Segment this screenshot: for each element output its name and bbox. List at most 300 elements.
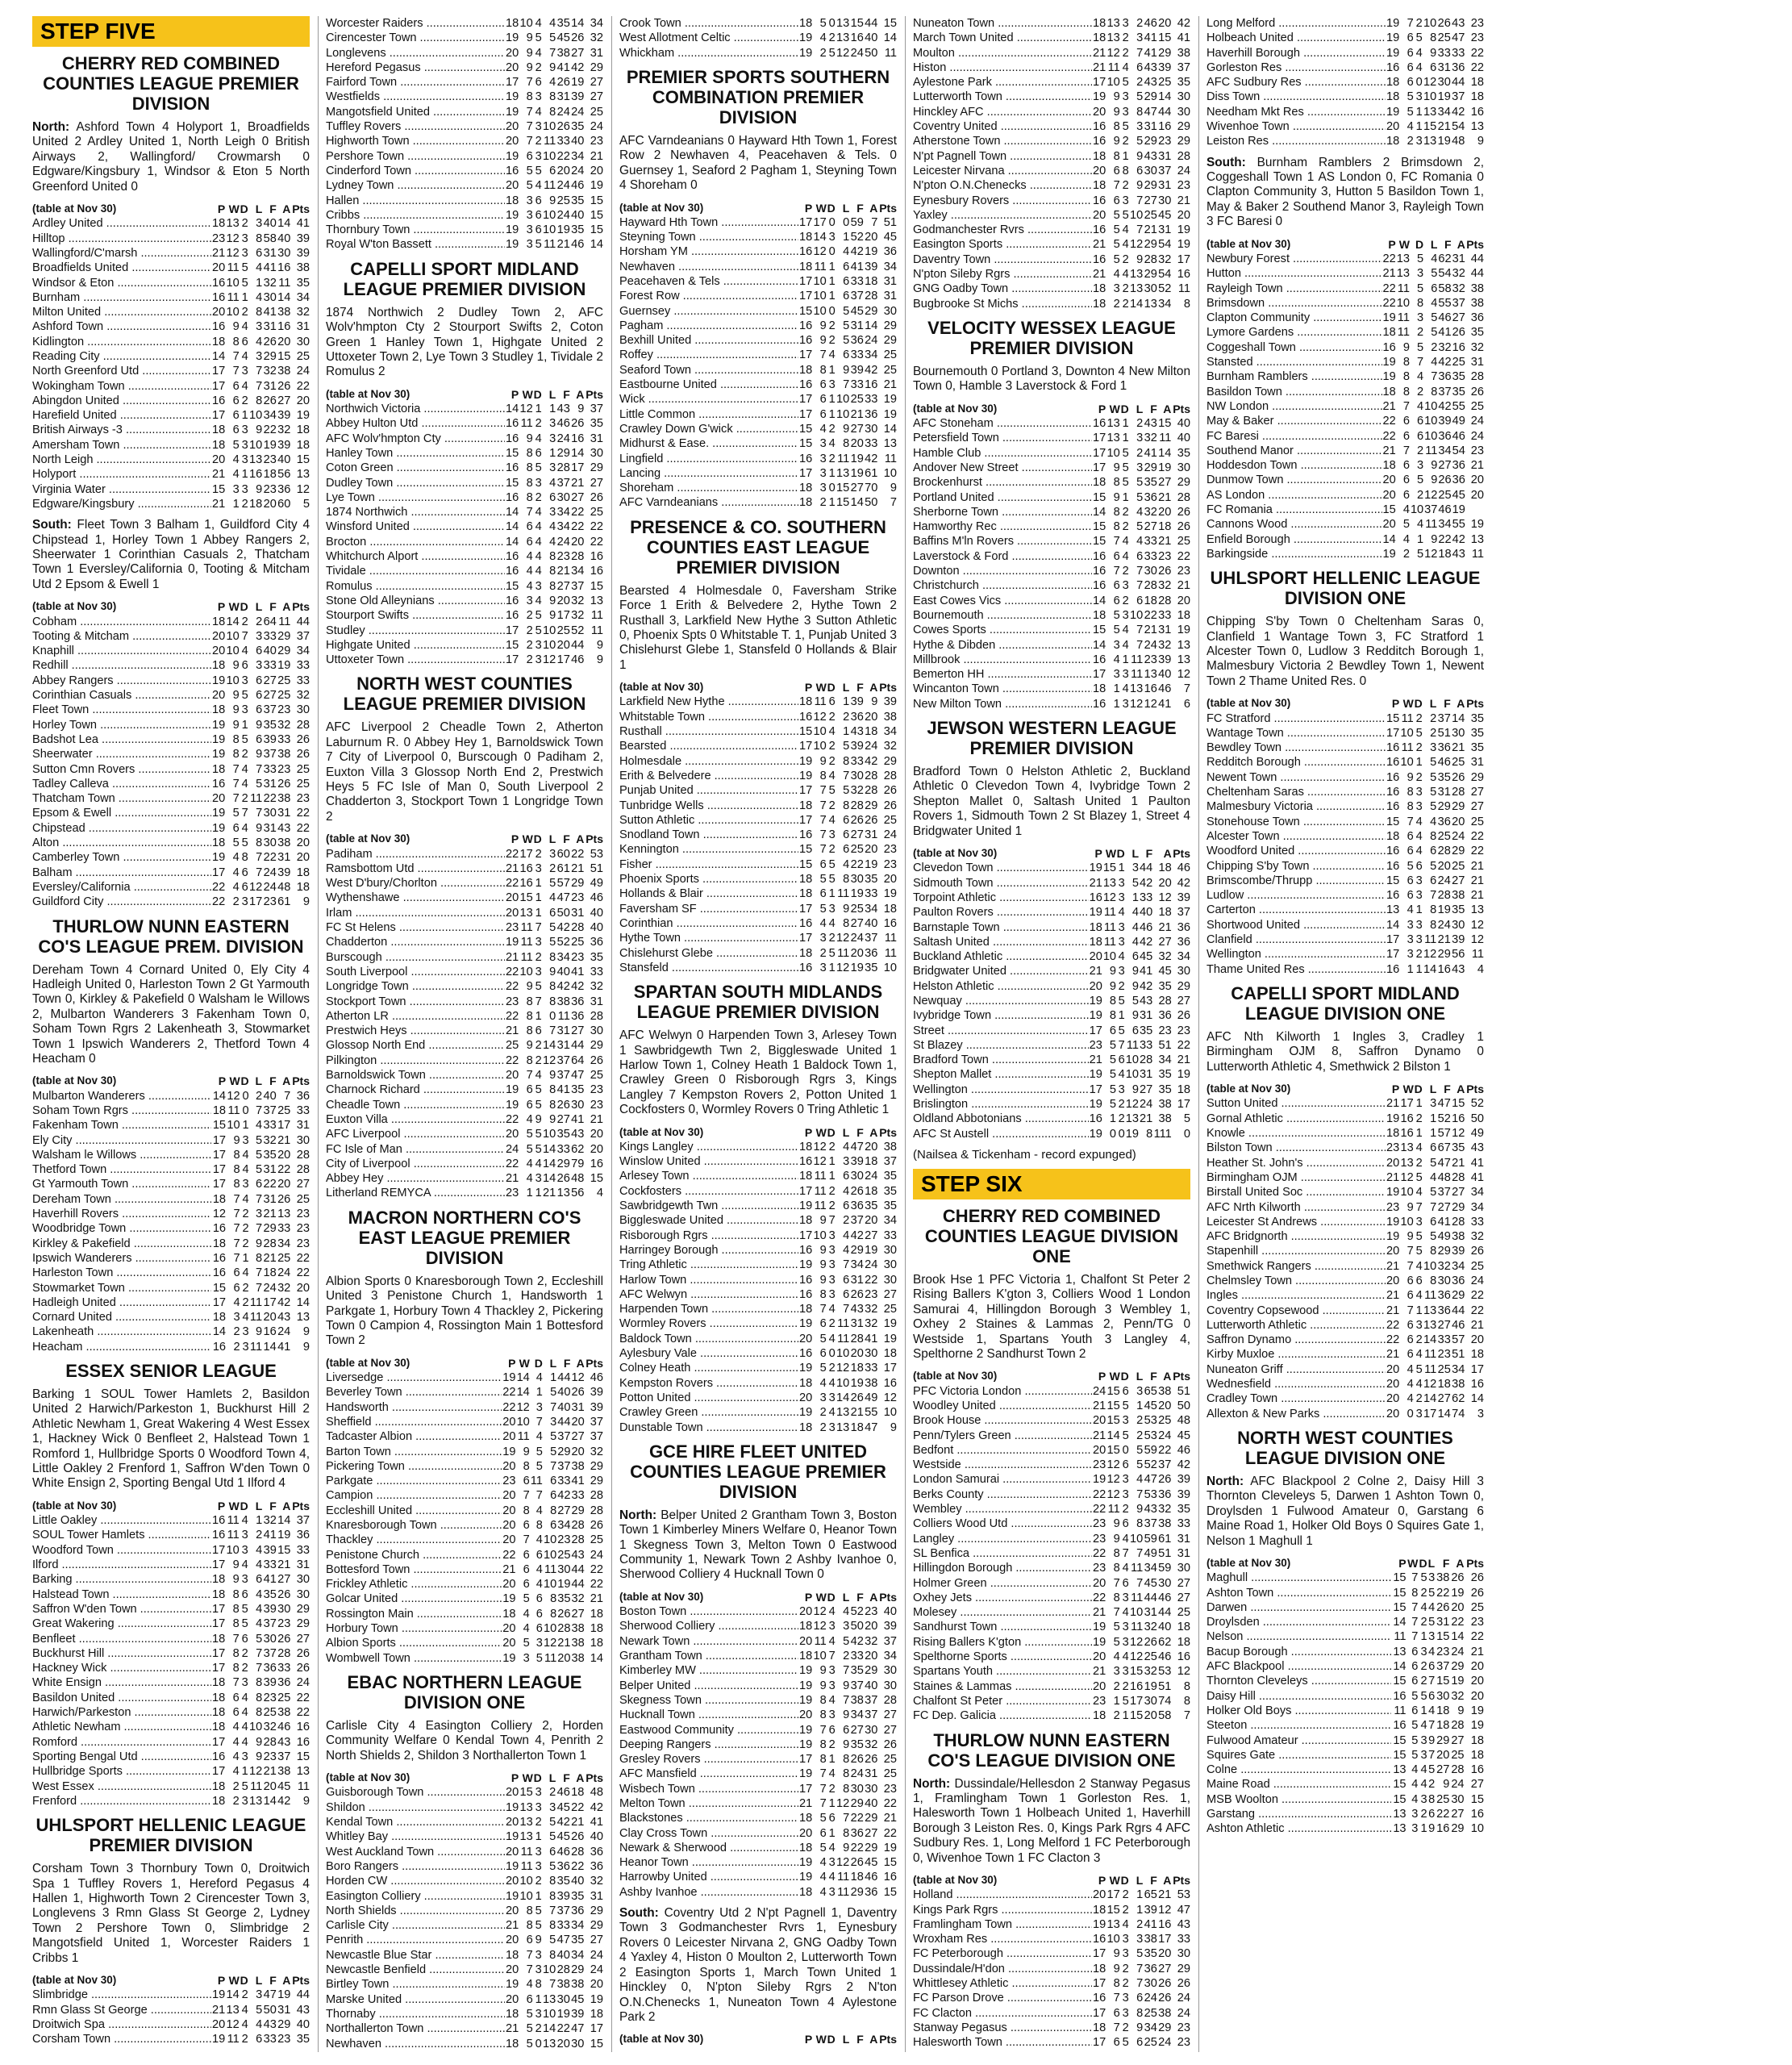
team-name: Knaresborough Town ..... [326,1518,502,1533]
table-row [326,60,603,75]
stat-cell: 23 [865,1287,878,1301]
stat-cell: 26 [1158,1473,1172,1487]
stat-cell: 17 [212,1295,227,1309]
stat-cell: 37 [557,1430,571,1444]
results-lead: South: [32,518,72,532]
stat-cell: 17 [1386,948,1400,962]
table-row [1206,1733,1484,1748]
stat-cell: 38 [1436,1571,1450,1585]
stat-cell: 17 [799,932,813,945]
stat-cell: 27 [883,1287,897,1301]
stat-cell: 29 [865,799,878,812]
stat-cell: 50 [865,496,878,510]
stat-cell: 4 [1417,518,1424,532]
stat-cell: 5 [828,873,836,886]
team-name: Dereham Town ..... [32,1192,211,1207]
stat-cell: 48 [571,1172,585,1186]
stat-cell: 28 [571,1533,585,1547]
stat-cell: 15 [1106,1414,1120,1428]
stat-cell: 36 [1158,1009,1172,1023]
stat-cell: 6 [1122,1517,1129,1531]
stat-cell: 24 [850,46,864,60]
team-name: Harlow Town ..... [619,1273,798,1287]
stat-cell: 19 [799,754,813,768]
stat-cell: 39 [263,732,277,746]
stat-cell: 9 [232,689,240,703]
table-row [1206,1362,1484,1377]
stat-cell: 27 [883,1708,897,1722]
stat-cell: 1 [1430,1112,1437,1125]
stat-cell: 3 [232,482,240,496]
team-name: Cirencester Town ..... [326,31,505,45]
stat-cell: 8 [549,565,556,578]
table-row [1206,1807,1484,1821]
table-row [1206,296,1484,311]
stat-cell: 13 [1423,1318,1437,1332]
stat-cell: 19 [850,1376,864,1390]
team-name: Hallen ..... [326,194,505,208]
stat-cell: 1 [535,891,542,905]
stat-cell: 16 [1093,135,1106,148]
stat-cell: 8 [1113,1562,1120,1575]
team-name: Berks County ..... [913,1487,1092,1502]
stat-cell: 23 [1386,1141,1400,1155]
stat-cell: 7 [1402,399,1410,413]
stat-cell: 26 [263,335,277,348]
stat-cell: 4 [1415,829,1423,843]
stat-cell: 25 [590,105,603,119]
stat-cell: 43 [1177,1917,1190,1931]
stat-cell: 18 [212,1779,226,1793]
stat-cell: 5 [1122,208,1129,222]
stat-cell: 12 [226,232,240,245]
stat-cell: 62 [1158,1635,1172,1649]
stat-cell: 56 [571,1187,585,1200]
stat-cell: 24 [850,1767,864,1781]
stat-cell: 37 [850,290,864,303]
stat-cell: 16 [506,461,519,475]
column-header: Pts [879,1125,897,1139]
stat-cell: 51 [1452,1348,1465,1362]
stat-cell: 11 [814,260,827,273]
team-name: Eastwood Community ..... [619,1723,798,1738]
stat-cell: 3 [1122,2006,1129,2020]
table-row [326,638,603,653]
stat-cell: 1 [828,407,836,421]
table-label: (table at Nov 30) [32,600,117,613]
stat-cell: 25 [1437,31,1451,45]
stat-cell: 5 [256,2003,263,2017]
stat-cell: 17 [212,1617,226,1631]
stat-cell: 11 [814,1170,827,1183]
stat-cell: 23 [1470,31,1484,45]
stat-cell: 4 [1118,906,1125,920]
stat-cell: 19 [506,31,519,45]
table-row [913,60,1190,75]
stat-cell: 23 [502,1475,516,1488]
stat-cell: 14 [1158,446,1172,460]
stat-cell: 49 [865,1391,878,1404]
stat-cell: 21 [571,1816,585,1829]
stat-cell: 30 [263,836,277,850]
table-row [1206,1244,1484,1258]
stat-cell: 20 [263,1779,277,1793]
team-name: Barkingside ..... [1206,547,1382,561]
stat-cell: 1 [1415,903,1423,917]
stat-cell: 7 [1136,579,1144,593]
stat-cell: 2 [1415,711,1423,725]
stat-cell: 13 [836,17,850,30]
stat-cell: 27 [850,828,864,842]
stat-cell: 37 [1437,1186,1451,1199]
team-name: Westside ..... [913,1458,1092,1472]
stat-cell: 5 [232,807,240,820]
team-name: Lakenheath ..... [32,1325,211,1339]
stat-cell: 16 [1386,786,1400,799]
stat-cell: 33 [865,1362,878,1375]
stat-cell: 8 [1430,1245,1437,1258]
stat-cell: 21 [1452,741,1465,755]
table-row [1206,488,1484,503]
league-table [326,1356,603,1666]
stat-cell: 34 [1452,1362,1465,1376]
table-row [32,319,310,334]
team-name: Saffron Dynamo ..... [1206,1333,1386,1347]
stat-cell: 26 [296,1662,310,1675]
stat-cell: 6 [256,2033,263,2046]
stat-cell: 10 [1106,1933,1120,1946]
stat-cell: 35 [865,961,878,974]
stat-cell: 43 [1452,17,1465,30]
stat-cell: 3 [1411,1822,1419,1836]
team-name: Irlam ..... [326,906,505,920]
stat-cell: 22 [1470,46,1484,60]
table-row [913,1024,1190,1038]
table-row [326,1785,603,1800]
table-row [913,46,1190,60]
league-table [32,202,310,511]
stat-cell: 28 [1144,579,1157,593]
column-header: D [1414,1083,1423,1096]
team-name: Wednesfield ..... [1206,1377,1386,1391]
stat-cell: 8 [549,550,556,564]
stat-cell: 4 [535,17,542,30]
stat-cell: 7 [1407,1304,1414,1317]
stat-cell: 26 [1437,17,1451,30]
column-header: P [804,1590,813,1604]
stat-cell: 4 [843,1184,850,1198]
stat-cell: 6 [526,1098,533,1112]
team-name: Yaxley ..... [913,208,1092,223]
team-name: Benfleet ..... [32,1632,211,1646]
table-row [913,1399,1190,1413]
stat-cell: 43 [277,821,291,835]
stat-cell: 30 [590,1024,603,1038]
stat-cell: 2 [255,1089,263,1103]
table-row [326,75,603,90]
stat-cell: 3 [241,1676,248,1690]
stat-cell: 27 [571,1430,585,1444]
stat-cell: 7 [1402,444,1410,457]
stat-cell: 29 [263,1222,277,1236]
stat-cell: 18 [799,231,813,244]
stat-cell: 48 [277,880,291,894]
team-name: Colliers Wood Utd ..... [913,1516,1092,1531]
stat-cell: 30 [296,703,310,717]
stat-cell: 28 [296,1148,310,1162]
stat-cell: 5 [241,836,248,850]
column-header: L [1427,1556,1436,1570]
stat-cell: 17 [277,1119,291,1133]
stat-cell: 65 [1144,1384,1157,1398]
stat-cell: 26 [590,1518,603,1532]
stat-cell: 14 [590,238,603,252]
stat-cell: 6 [536,1592,543,1606]
table-row [913,935,1190,949]
stat-cell: 2 [828,799,836,812]
column-header: P [804,1125,813,1139]
stat-cell: 22 [502,1548,516,1562]
stat-cell: 3 [535,936,542,949]
stat-cell: 9 [819,319,827,332]
stat-cell: 7 [256,866,263,879]
team-name: Heather St. John's ..... [1206,1156,1386,1170]
stat-cell: 9 [232,1573,240,1587]
column-header: W [1402,697,1414,711]
stat-cell: 28 [1451,1719,1465,1733]
stat-cell: 35 [883,1199,897,1213]
stat-cell: 32 [296,689,310,703]
stat-cell: 39 [850,740,864,753]
team-name: Woodford Town ..... [32,1543,211,1558]
league-heading: NORTH WEST COUNTIES LEAGUE DIVISION ONE [1237,1427,1453,1468]
stat-cell: 26 [1470,1586,1484,1600]
stat-cell: 31 [1158,624,1172,637]
stat-cell: 56 [1452,948,1465,962]
stat-cell: 27 [1438,459,1452,473]
table-row [619,1184,897,1199]
stat-cell: 3 [526,208,533,222]
table-label: (table at Nov 30) [913,1370,998,1383]
team-name: Thame United Res ..... [1206,962,1386,977]
stat-cell: 44 [557,1415,571,1429]
table-row [32,644,310,658]
stat-cell: 34 [1158,1053,1172,1067]
stat-cell: 4 [828,1871,836,1884]
stat-cell: 20 [263,1311,277,1325]
stat-cell: 8 [526,490,533,504]
stat-cell: 19 [1386,46,1400,60]
stat-cell: 5 [1113,238,1120,252]
stat-cell: 16 [1093,417,1106,431]
stat-cell: 55 [1452,518,1465,532]
stat-cell: 20 [1089,950,1102,964]
stat-cell: 3 [843,1155,850,1169]
stat-cell: 74 [1158,1694,1172,1708]
stat-cell: 6 [828,1812,836,1825]
stat-cell: 18 [799,260,813,273]
stat-cell: 9 [1113,1962,1120,1975]
stat-cell: 4 [549,520,556,534]
column-header: F [856,2033,864,2046]
stat-cell: 5 [828,46,836,60]
stat-cell: 31 [1177,1546,1190,1560]
stat-cell: 24 [1451,1645,1465,1658]
table-row [326,178,603,193]
stat-cell: 6 [1402,473,1410,487]
table-row [1206,1377,1484,1391]
team-name: Harleston Town ..... [32,1266,211,1280]
stat-cell: 24 [590,120,603,134]
stat-cell: 5 [255,1133,263,1147]
stat-cell: 13 [1144,668,1157,682]
stat-cell: 0 [828,215,836,229]
stat-cell: 4 [526,1112,533,1126]
stat-cell: 13 [1393,1822,1407,1836]
stat-cell: 23 [296,1222,310,1236]
stat-cell: 19 [502,1592,516,1606]
table-row [1206,1748,1484,1763]
stat-cell: 30 [850,1782,864,1796]
column-header: F [1444,697,1451,711]
stat-cell: 9 [596,638,603,652]
table-label: (table at Nov 30) [32,1973,117,1986]
stat-cell: 12 [813,1605,827,1619]
stat-cell: 4 [526,550,533,564]
stat-cell: 26 [277,379,291,393]
table-row [913,1008,1190,1023]
stat-cell: 2 [1430,711,1437,725]
stat-cell: 29 [1437,948,1451,962]
stat-cell: 2 [526,609,533,623]
stat-cell: 43 [277,1735,291,1749]
table-row [32,1192,310,1207]
table-row [326,935,603,949]
stat-cell: 19 [556,2007,570,2021]
stat-cell: 9 [232,703,240,717]
team-name: Brockenhurst ..... [913,475,1092,490]
column-header: A [1456,1556,1465,1570]
stat-cell: 39 [277,866,291,879]
stat-cell: 22 [1382,282,1396,295]
team-name: Holland ..... [913,1888,1092,1902]
table-row [326,1474,603,1488]
stat-cell: 32 [1158,1503,1172,1516]
stat-cell: 5 [1109,1098,1117,1112]
stat-cell: 18 [1177,1083,1190,1096]
team-name: Little Oakley ..... [32,1513,211,1528]
stat-cell: 12 [813,710,827,724]
stat-cell: 26 [1158,565,1172,578]
team-name: Dudley Town ..... [326,476,505,490]
stat-cell: 2 [232,895,240,909]
team-name: Wallingford/C'marsh ..... [32,246,211,261]
stat-cell: 27 [296,1632,310,1646]
stat-cell: 15 [590,1172,603,1186]
stat-cell: 19 [212,821,226,835]
table-row [913,1067,1190,1082]
stat-cell: 17 [799,902,813,916]
stat-cell: 16 [1093,579,1106,593]
stat-cell: 32 [865,1634,878,1648]
stat-cell: 9 [535,1112,542,1126]
team-name: Staines & Lammas ..... [913,1679,1092,1694]
stat-cell: 67 [1437,1141,1451,1155]
column-header: A [869,1590,878,1604]
table-row [913,1487,1190,1502]
stat-cell: 1 [828,1155,836,1169]
stat-cell: 4 [1431,296,1438,310]
stat-cell: 39 [277,409,291,423]
stat-cell: 5 [1430,786,1437,799]
team-name: SOUL Tower Hamlets ..... [32,1528,211,1542]
stat-cell: 3 [1136,120,1144,134]
table-row [1206,903,1484,917]
stat-cell: 6 [550,1475,557,1488]
stat-cell: 20 [799,1708,813,1722]
stat-cell: 22 [1436,1586,1450,1600]
stat-cell: 18 [212,1573,226,1587]
stat-cell: 23 [1177,2036,1190,2050]
stat-cell: 30 [1158,194,1172,207]
stat-cell: 16 [212,1750,226,1763]
stat-cell: 31 [1470,756,1484,770]
stat-cell: 30 [865,422,878,436]
team-name: Birtley Town ..... [326,1977,505,1992]
stat-cell: 41 [850,260,864,273]
stat-cell: 33 [571,1489,585,1503]
table-row [326,476,603,490]
stat-cell: 13 [519,906,533,920]
stat-cell: 3 [256,320,263,334]
stat-cell: 35 [1470,726,1484,740]
stat-cell: 3 [256,659,263,673]
stat-cell: 21 [1158,490,1172,504]
results-text: Bradford Town 0 Helston Athletic 2, Buckland Athletic 0 Clevedon Town 4, Ivybridge Town 2 Shepton Mallet 0, Saltash United 1 Paulton Rovers 1, Sidmouth Town 2 St Blazey 1, Street 4 Bridgwater United 1 [913,764,1190,838]
stat-cell: 15 [799,422,813,436]
stat-cell: 23 [571,950,585,964]
stat-cell: 4 [526,1157,533,1170]
stat-cell: 5 [1131,876,1139,890]
stat-cell: 16 [1382,340,1396,354]
stat-cell: 5 [843,784,850,798]
stat-cell: 7 [1428,1748,1436,1762]
stat-cell: 4 [843,1605,850,1619]
stat-cell: 27 [1158,476,1172,490]
table-row [326,490,603,505]
stat-cell: 20 [1177,208,1190,222]
table-row [619,1302,897,1316]
stat-cell: 4 [1417,370,1424,384]
table-row [32,408,310,423]
table-row [1206,473,1484,487]
stat-cell: 18 [212,1691,226,1704]
stat-cell: 9 [843,363,850,377]
stat-cell: 11 [1103,920,1117,934]
stat-cell: 25 [1437,829,1451,843]
stat-cell: 22 [590,535,603,549]
stat-cell: 1 [1136,1399,1144,1412]
stat-cell: 37 [883,1155,897,1169]
stat-cell: 43 [1452,547,1465,561]
stat-cell: 19 [799,1258,813,1272]
stat-cell: 42 [556,980,570,994]
stat-cell: 2 [1431,340,1438,354]
team-name: Thornton Cleveleys ..... [1206,1674,1391,1688]
stat-cell: 1 [1122,1709,1129,1723]
team-name: Wantage Town ..... [1206,726,1386,740]
league-table [619,680,897,975]
